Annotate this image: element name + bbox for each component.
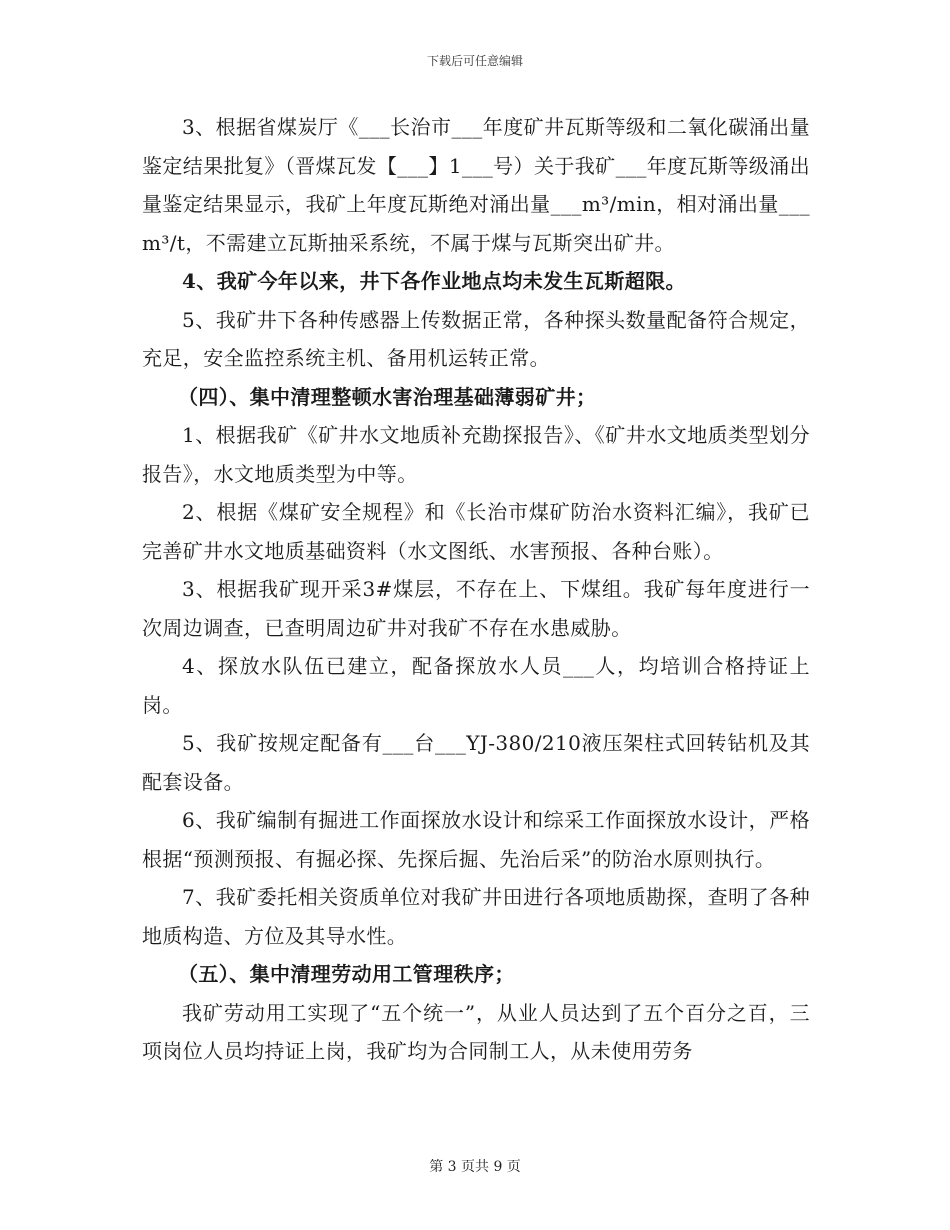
paragraph-hydro-reports: 1、根据我矿《矿井水文地质补充勘探报告》、《矿井水文地质类型划分报告》，水文地质类型为中等。 (142, 423, 810, 486)
paragraph-geological-survey: 7、我矿委托相关资质单位对我矿井田进行各项地质勘探，查明了各种地质构造、方位及其导水性。 (142, 885, 810, 948)
section-heading-water-hazard: （四）、集中清理整顿水害治理基础薄弱矿井； (178, 384, 597, 409)
paragraph-drainage-team: 4、探放水队伍已建立，配备探放水人员___人，均培训合格持证上岗。 (142, 654, 810, 717)
paragraph-no-gas-overlimit: 4、我矿今年以来，井下各作业地点均未发生瓦斯超限。 (182, 269, 686, 293)
paragraph-drainage-design: 6、我矿编制有掘进工作面探放水设计和综采工作面探放水设计，严格根据“预测预报、有掘必探、先探后掘、先治后采”的防治水原则执行。 (142, 808, 810, 871)
paragraph-coal-seam-survey: 3、根据我矿现开采3#煤层，不存在上、下煤组。我矿每年度进行一次周边调查，已查明周边矿井对我矿不存在水患威胁。 (142, 577, 810, 640)
paragraph-labor-unification: 我矿劳动用工实现了“五个统一”，从业人员达到了五个百分之百，三项岗位人员均持证上岗，我矿均为合同制工人，从未使用劳务 (142, 1000, 810, 1063)
paragraph-gas-level-appraisal: 3、根据省煤炭厅《___长治市___年度矿井瓦斯等级和二氧化碳涌出量鉴定结果批复》（晋煤瓦发【___】1___号）关于我矿___年度瓦斯等级涌出量鉴定结果显示，我矿上年度瓦斯绝对涌出量___m³/min，相对涌出量___m³/t，不需建立瓦斯抽采系统，不属于煤与瓦斯突出矿井。 (142, 115, 810, 255)
section-heading-labor-management: （五）、集中清理劳动用工管理秩序； (178, 962, 515, 986)
page-number: 第 3 页共 9 页 (429, 1159, 521, 1175)
document-body (142, 108, 810, 1071)
paragraph-sensors-normal: 5、我矿井下各种传感器上传数据正常，各种探头数量配备符合规定，充足，安全监控系统主机、备用机运转正常。 (142, 307, 810, 370)
paragraph-hydro-data: 2、根据《煤矿安全规程》和《长治市煤矿防治水资料汇编》，我矿已完善矿井水文地质基础资料（水文图纸、水害预报、各种台账）。 (142, 500, 810, 563)
paragraph-drilling-equipment: 5、我矿按规定配备有___台___YJ-380/210液压架柱式回转钻机及其配套设备。 (142, 731, 810, 794)
page-header-note: 下载后可任意编辑 (426, 54, 523, 68)
